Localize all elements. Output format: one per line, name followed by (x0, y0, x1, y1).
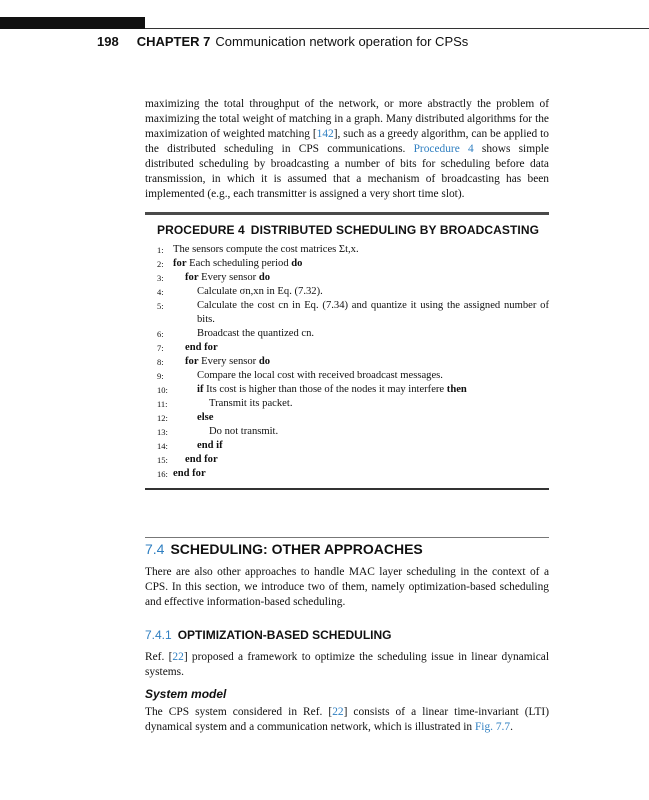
line-content (185, 271, 270, 285)
keyword: do (291, 258, 303, 269)
line-content (185, 453, 218, 467)
chapter-label: CHAPTER 7 (136, 34, 211, 49)
line-number: 12: (157, 413, 168, 423)
procedure-line (157, 299, 549, 327)
keyword: for (173, 258, 187, 269)
line-number: 14: (157, 441, 168, 451)
line-number: 11: (157, 399, 168, 409)
line-number: 6: (157, 329, 164, 339)
line-number: 1: (157, 245, 164, 255)
keyword: end for (185, 342, 218, 353)
line-content (209, 397, 292, 411)
line-text: Every sensor (198, 272, 259, 283)
ref-22-link-2[interactable]: 22 (332, 706, 344, 718)
line-number: 15: (157, 455, 168, 465)
subsection-heading (145, 628, 391, 642)
line-text: Do not transmit. (209, 426, 279, 437)
procedure-line (157, 439, 549, 454)
line-number: 16: (157, 469, 168, 479)
section-rule (145, 537, 549, 538)
keyword: then (446, 384, 467, 395)
line-text: Each scheduling period (186, 258, 292, 269)
page-number: 198 (97, 34, 119, 49)
intro-text-a: maximizing the total throughput of the network, or more abstractly the problem of maximizing the total weight of matching in a graph. Many distributed algorithms for the maximization of weighted matching [ (145, 98, 549, 140)
section-number: 7.4 (145, 541, 165, 557)
line-text: Its cost is higher than those of the nodes it may interfere (203, 384, 447, 395)
line-number: 9: (157, 371, 164, 381)
procedure-line (157, 271, 549, 286)
sm-text-b: ] consists of a linear time-invariant (LTI) dynamical system and a communication network, which is illustrated in (145, 706, 549, 733)
line-content (197, 327, 314, 341)
procedure-top-rule (145, 212, 549, 215)
intro-text-c: shows simple distributed scheduling by broadcasting a number of bits for scheduling before data transmission, in which it is assumed that a mechanism of broadcasting has been implemented (e.g., each transmitter is assigned a very short time slot). (145, 143, 549, 200)
line-number: 2: (157, 259, 164, 269)
sub-text-b: ] proposed a framework to optimize the scheduling issue in linear dynamical systems. (145, 651, 549, 678)
system-model-heading: System model (145, 687, 227, 701)
line-content (185, 355, 270, 369)
procedure-bottom-rule (145, 488, 549, 490)
keyword: do (258, 356, 271, 367)
subsection-paragraph (145, 650, 549, 680)
procedure-line (157, 327, 549, 342)
procedure-line (157, 285, 549, 300)
procedure-line (157, 369, 549, 384)
line-text: Calculate σn,xn in Eq. (7.32). (197, 286, 323, 297)
line-content (197, 383, 467, 397)
subsection-title: OPTIMIZATION-BASED SCHEDULING (177, 628, 392, 642)
procedure-label: PROCEDURE 4 (157, 223, 245, 237)
subsection-number: 7.4.1 (145, 628, 172, 642)
fig-7-7-link[interactable]: Fig. 7.7 (474, 721, 511, 733)
chapter-title: Communication network operation for CPSs (215, 34, 469, 49)
section-title: SCHEDULING: OTHER APPROACHES (170, 541, 423, 557)
line-number: 5: (157, 301, 164, 311)
header-rule (145, 28, 649, 29)
line-text: Every sensor (198, 356, 259, 367)
procedure-line (157, 341, 549, 356)
line-content (197, 299, 549, 327)
procedure-line (157, 397, 549, 412)
line-content (173, 257, 302, 271)
procedure-title (157, 223, 539, 237)
keyword: if (197, 384, 204, 395)
line-number: 13: (157, 427, 168, 437)
section-heading (145, 541, 423, 557)
keyword: for (185, 356, 199, 367)
running-header (97, 34, 468, 49)
keyword: do (258, 272, 271, 283)
procedure-heading: DISTRIBUTED SCHEDULING BY BROADCASTING (250, 223, 540, 237)
procedure-line (157, 243, 549, 258)
procedure-line (157, 425, 549, 440)
keyword: end if (197, 440, 223, 451)
sm-text-c: . (510, 721, 513, 733)
procedure-line (157, 453, 549, 468)
procedure-line (157, 355, 549, 370)
ref-22-link[interactable]: 22 (172, 651, 184, 663)
procedure-line (157, 411, 549, 426)
line-content (197, 285, 323, 299)
keyword: end for (173, 468, 206, 479)
sm-text-a: The CPS system considered in Ref. [ (145, 706, 333, 718)
ref-142-link[interactable]: 142 (316, 128, 334, 140)
line-text: The sensors compute the cost matrices Σt,x. (173, 244, 359, 255)
line-content (197, 411, 213, 425)
keyword: end for (185, 454, 218, 465)
line-content (173, 467, 206, 481)
line-number: 3: (157, 273, 164, 283)
line-content (197, 369, 443, 383)
keyword: for (185, 272, 199, 283)
sub-text-a: Ref. [ (145, 651, 173, 663)
section-paragraph: There are also other approaches to handle MAC layer scheduling in the context of a CPS. In this section, we introduce two of them, namely optimization-based scheduling and effective information-based scheduling. (145, 566, 549, 608)
line-text: Compare the local cost with received broadcast messages. (197, 370, 443, 381)
line-number: 4: (157, 287, 164, 297)
line-number: 10: (157, 385, 168, 395)
line-number: 8: (157, 357, 164, 367)
keyword: else (197, 412, 214, 423)
intro-text-b: ], such as a greedy algorithm, can be applied to the distributed scheduling in CPS communications. (145, 128, 549, 155)
procedure-line (157, 383, 549, 398)
intro-paragraph (145, 97, 549, 202)
line-content (173, 243, 359, 257)
line-content (185, 341, 218, 355)
line-text: Transmit its packet. (209, 398, 293, 409)
line-content (197, 439, 223, 453)
line-text: Calculate the cost cn in Eq. (7.34) and quantize it using the assigned number of bits. (197, 300, 549, 325)
system-model-paragraph (145, 705, 549, 735)
line-text: Broadcast the quantized cn. (197, 328, 315, 339)
line-content (209, 425, 278, 439)
line-number: 7: (157, 343, 164, 353)
procedure-4-link[interactable]: Procedure 4 (413, 143, 474, 155)
procedure-line (157, 257, 549, 272)
procedure-line (157, 467, 549, 482)
header-bar-block (0, 17, 145, 29)
